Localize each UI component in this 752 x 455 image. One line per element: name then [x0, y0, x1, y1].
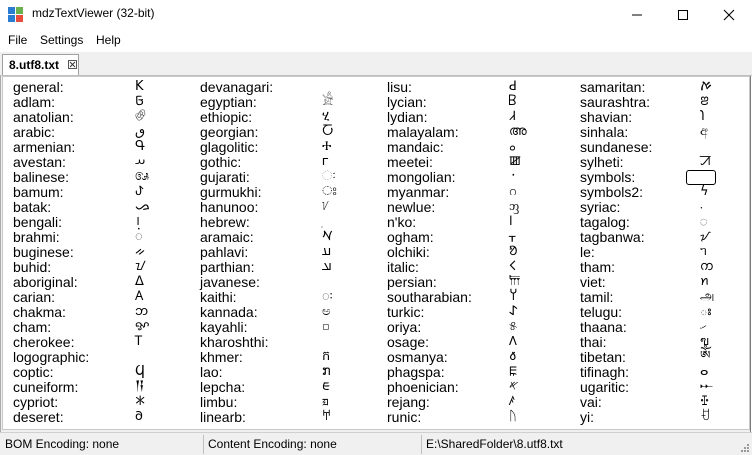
script-sample-glyph: ⴰ — [700, 364, 709, 379]
maximize-button[interactable] — [660, 0, 706, 30]
menu-file-label: File — [8, 33, 28, 47]
script-sample-glyph: ܁ — [700, 199, 703, 214]
script-sample-glyph: ᤀ — [322, 394, 329, 409]
script-name: ugaritic: — [580, 379, 630, 395]
status-bar — [0, 432, 752, 455]
tab-close-icon[interactable] — [68, 60, 77, 69]
script-sample-glyph: ᱚ — [509, 244, 518, 259]
script-name: lydian: — [387, 109, 428, 125]
script-sample-glyph: ߊ — [509, 214, 513, 229]
script-sample-glyph: 𐠀 — [135, 394, 146, 409]
script-sample-glyph: 𓀀 — [322, 94, 334, 109]
script-sample-glyph: 𐭀 — [322, 259, 332, 274]
script-name: cuneiform: — [13, 379, 79, 395]
script-name: batak: — [13, 199, 52, 215]
script-name: buginese: — [13, 244, 74, 260]
script-name: runic: — [387, 409, 422, 425]
script-sample-glyph: ᐃ — [135, 274, 144, 289]
script-name: kharoshthi: — [200, 334, 269, 350]
script-name: saurashtra: — [580, 94, 651, 110]
script-sample-glyph: ᚢ — [509, 409, 517, 424]
script-sample-glyph: ꠀ — [700, 154, 711, 169]
script-sample-glyph: 𐌲 — [322, 154, 329, 169]
script-name: linearb: — [200, 409, 246, 425]
script-sample-glyph: ꤀ — [322, 319, 330, 334]
script-sample-glyph: ກ — [322, 364, 331, 379]
script-sample-glyph: ក — [322, 349, 331, 364]
script-sample-glyph: ᝠ — [700, 229, 711, 244]
resize-grip-icon[interactable] — [740, 443, 750, 453]
script-name: symbols: — [580, 169, 636, 185]
script-sample-glyph: । — [135, 214, 140, 229]
status-content-encoding: Content Encoding: none — [208, 437, 337, 451]
script-sample-glyph: 𐤀 — [509, 379, 519, 394]
script-sample-glyph: അ — [509, 124, 527, 139]
menu-help[interactable] — [96, 33, 121, 47]
menu-bar — [0, 30, 752, 52]
script-sample-glyph: 𐎀 — [700, 379, 714, 394]
script-name: cypriot: — [13, 394, 59, 410]
script-name: hanunoo: — [200, 199, 259, 215]
status-file-path: E:\SharedFolder\8.utf8.txt — [426, 437, 563, 451]
script-name: mongolian: — [387, 169, 456, 185]
script-name: italic: — [387, 259, 419, 275]
script-name: kaithi: — [200, 289, 237, 305]
script-sample-glyph: ꯀ — [509, 154, 522, 169]
script-sample-glyph: 𐡀 — [322, 229, 333, 244]
script-sample-glyph: 𐀀 — [322, 409, 332, 424]
script-sample-glyph: 𑀁 — [135, 229, 143, 244]
script-name: kayahli: — [200, 319, 248, 335]
script-name: lepcha: — [200, 379, 246, 395]
script-name: tagbanwa: — [580, 229, 645, 245]
script-name: devanagari: — [200, 79, 274, 95]
script-sample-glyph: ᥐ — [700, 244, 707, 259]
script-sample-glyph: ꀀ — [700, 409, 711, 424]
script-name: javanese: — [200, 274, 260, 290]
script-name: thaana: — [580, 319, 627, 335]
script-sample-glyph: 𐰀 — [509, 304, 518, 319]
script-name: symbols2: — [580, 184, 644, 200]
script-name: persian: — [387, 274, 437, 290]
script-sample-glyph: ᰀ — [322, 379, 330, 394]
script-name: meetei: — [387, 154, 433, 170]
script-sample-glyph: அ — [700, 289, 715, 304]
script-sample-glyph: ࡀ — [509, 139, 516, 154]
script-sample-glyph: ༀ — [700, 349, 711, 364]
script-name: lycian: — [387, 94, 427, 110]
script-name: rejang: — [387, 394, 430, 410]
script-sample-glyph: ᜠ — [322, 199, 329, 214]
window-title: mdzTextViewer (32-bit) — [32, 6, 155, 20]
script-sample-glyph: ꢂ — [700, 94, 709, 109]
script-name: parthian: — [200, 259, 255, 275]
script-sample-glyph: 𐩠 — [509, 289, 518, 304]
script-name: tibetan: — [580, 349, 626, 365]
script-sample-glyph: ᚁ — [509, 229, 516, 244]
script-name: carian: — [13, 289, 56, 305]
script-sample-glyph: 𐬀 — [135, 154, 146, 169]
minimize-button[interactable] — [614, 0, 660, 30]
script-name: armenian: — [13, 139, 76, 155]
script-name: sylheti: — [580, 154, 624, 170]
script-name: tifinagh: — [580, 364, 630, 380]
script-sample-glyph: ꓒ — [509, 79, 517, 94]
script-sample-glyph: ٯ — [135, 124, 146, 139]
script-name: phoenician: — [387, 379, 459, 395]
script-name: gujarati: — [200, 169, 250, 185]
script-sample-glyph: 𐒰 — [509, 334, 517, 349]
script-sample-glyph: ꡀ — [509, 364, 518, 379]
script-name: tagalog: — [580, 214, 630, 230]
script-sample-glyph: ୫ — [509, 319, 518, 334]
script-name: syriac: — [580, 199, 621, 215]
script-name: anatolian: — [13, 109, 74, 125]
script-sample-glyph: ꚠ — [135, 184, 144, 199]
script-sample-glyph: Ϥ — [135, 364, 145, 379]
menu-help-label: Help — [96, 33, 121, 47]
script-name: viet: — [580, 274, 606, 290]
tab-file[interactable] — [2, 54, 79, 75]
app-logo-icon — [8, 7, 24, 23]
script-name: olchiki: — [387, 244, 430, 260]
script-sample-glyph: ਃ — [322, 184, 337, 199]
script-sample-glyph: ᦀ — [509, 199, 520, 214]
script-name: osmanya: — [387, 349, 448, 365]
script-name: telugu: — [580, 304, 623, 320]
script-name: tamil: — [580, 289, 614, 305]
script-name: buhid: — [13, 259, 52, 275]
script-sample-glyph — [686, 170, 716, 185]
tab-file-label: 8.utf8.txt — [9, 58, 60, 72]
script-sample-glyph: ᯀ — [135, 199, 150, 214]
script-name: balinese: — [13, 169, 70, 185]
script-name: limbu: — [200, 394, 238, 410]
script-sample-glyph: 𐒀 — [509, 349, 517, 364]
script-name: adlam: — [13, 94, 56, 110]
script-sample-glyph: ꤰ — [509, 394, 516, 409]
script-sample-glyph: 𐊂 — [509, 94, 517, 109]
script-sample-glyph: 𐤣 — [509, 109, 517, 124]
script-name: avestan: — [13, 154, 66, 170]
script-name: kannada: — [200, 304, 258, 320]
script-name: logographic: — [13, 349, 90, 365]
script-sample-glyph: 𐐀 — [135, 409, 143, 424]
script-name: oriya: — [387, 319, 422, 335]
script-name: arabic: — [13, 124, 56, 140]
menu-file[interactable] — [8, 33, 27, 47]
script-name: deseret: — [13, 409, 64, 425]
script-name: myanmar: — [387, 184, 450, 200]
script-name: cherokee: — [13, 334, 75, 350]
script-sample-glyph: අ — [700, 124, 709, 139]
script-name: tham: — [580, 259, 616, 275]
script-name: egyptian: — [200, 94, 257, 110]
script-name: pahlavi: — [200, 244, 249, 260]
script-name: khmer: — [200, 349, 243, 365]
script-name: brahmi: — [13, 229, 60, 245]
script-name: turkic: — [387, 304, 425, 320]
script-name: ogham: — [387, 229, 434, 245]
script-name: chakma: — [13, 304, 66, 320]
script-name: lisu: — [387, 79, 412, 95]
menu-settings[interactable] — [40, 33, 83, 47]
script-name: le: — [580, 244, 595, 260]
script-sample-glyph: ᨀ — [135, 244, 146, 259]
script-sample-glyph: ꨀ — [135, 319, 150, 334]
script-sample-glyph: Ꭲ — [135, 334, 143, 349]
script-name: n'ko: — [387, 214, 417, 230]
script-name: ethiopic: — [200, 109, 253, 125]
script-sample-glyph: 𐑐 — [700, 109, 705, 124]
menu-settings-label: Settings — [40, 33, 84, 47]
script-sample-glyph: 𑄃 — [135, 304, 149, 319]
script-name: hebrew: — [200, 214, 250, 230]
script-sample-glyph: ࠀ — [700, 79, 713, 94]
script-name: glagolitic: — [200, 139, 259, 155]
script-sample-glyph: 𐭠 — [322, 244, 332, 259]
script-name: georgian: — [200, 124, 259, 140]
script-sample-glyph: ϟ — [700, 184, 709, 199]
script-name: mandaic: — [387, 139, 444, 155]
close-button[interactable] — [706, 0, 752, 30]
script-name: yi: — [580, 409, 594, 425]
script-sample-glyph: 𑂂 — [322, 289, 333, 304]
script-name: bengali: — [13, 214, 63, 230]
text-view[interactable] — [2, 76, 750, 430]
script-name: aboriginal: — [13, 274, 78, 290]
script-sample-glyph: Ⰰ — [322, 139, 332, 154]
script-sample-glyph: ꔀ — [700, 394, 710, 409]
script-name: sinhala: — [580, 124, 629, 140]
script-name: southarabian: — [387, 289, 472, 305]
script-sample-glyph: 𐊠 — [135, 289, 144, 304]
script-sample-glyph: 𔐀 — [135, 109, 146, 124]
minimize-icon — [631, 9, 643, 21]
script-sample-glyph: ሂ — [322, 109, 330, 124]
script-name: aramaic: — [200, 229, 254, 245]
script-sample-glyph: ᬅ — [135, 169, 150, 184]
script-name: lao: — [200, 364, 223, 380]
status-divider — [421, 435, 422, 454]
script-sample-glyph: K — [135, 79, 144, 94]
script-sample-glyph: 𒀀 — [135, 379, 145, 394]
script-name: gurmukhi: — [200, 184, 262, 200]
script-sample-glyph: 𐌂 — [509, 259, 517, 274]
script-sample-glyph: ᠂ — [509, 169, 515, 184]
status-bom-encoding: BOM Encoding: none — [5, 437, 120, 451]
script-sample-glyph: 𐎠 — [509, 274, 521, 289]
script-name: coptic: — [13, 364, 54, 380]
script-name: newlue: — [387, 199, 436, 215]
script-sample-glyph: ဂ — [509, 184, 517, 199]
script-sample-glyph: 𞤀 — [135, 94, 144, 109]
script-name: phagspa: — [387, 364, 445, 380]
tab-strip — [0, 52, 752, 76]
script-name: cham: — [13, 319, 52, 335]
status-divider — [203, 435, 204, 454]
maximize-icon — [677, 9, 689, 21]
script-name: vai: — [580, 394, 602, 410]
script-sample-glyph: ಅ — [322, 304, 331, 319]
script-sample-glyph: Գ — [135, 139, 145, 154]
script-name: bamum: — [13, 184, 64, 200]
script-sample-glyph: ꪀ — [700, 274, 710, 289]
close-icon — [723, 9, 735, 21]
script-name: thai: — [580, 334, 607, 350]
script-name: shavian: — [580, 109, 633, 125]
script-sample-glyph: Ⴀ — [322, 124, 334, 139]
script-name: samaritan: — [580, 79, 646, 95]
script-sample-glyph: ᜀ — [700, 214, 709, 229]
title-bar[interactable] — [0, 0, 752, 30]
script-sample-glyph: ᝀ — [135, 259, 146, 274]
script-sample-glyph: ઃ — [322, 169, 337, 184]
script-sample-glyph: ހ — [700, 319, 707, 334]
script-name: malayalam: — [387, 124, 459, 140]
script-name: sundanese: — [580, 139, 653, 155]
script-name: general: — [13, 79, 64, 95]
script-name: osage: — [387, 334, 430, 350]
script-sample-glyph: ః — [700, 304, 712, 319]
script-name: gothic: — [200, 154, 242, 170]
script-sample-glyph: ᨠ — [700, 259, 714, 274]
script-sample-glyph: ฃ — [700, 334, 710, 349]
